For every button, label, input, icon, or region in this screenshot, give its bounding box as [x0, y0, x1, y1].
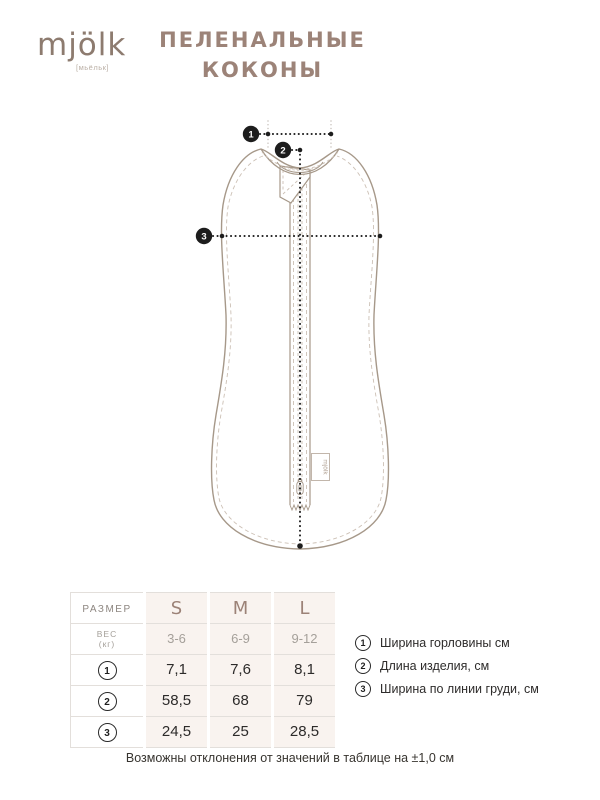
weight-value-l: 9-12: [291, 631, 318, 646]
weight-value-s: 3-6: [167, 631, 186, 646]
neck-width-s: 7,1: [166, 661, 187, 678]
legend-label-1: Ширина горловины см: [380, 636, 510, 650]
weight-value-m: 6-9: [231, 631, 250, 646]
row-marker-2: 2: [98, 692, 117, 711]
table-row-length: [71, 686, 336, 717]
length-s: 58,5: [161, 692, 192, 709]
table-row-neck-width: [71, 655, 336, 686]
size-label: РАЗМЕР: [82, 604, 132, 615]
brand-logo: mjölk: [37, 27, 127, 63]
chest-width-m: 25: [232, 723, 249, 740]
size-table: [70, 592, 335, 748]
svg-text:3: 3: [201, 231, 207, 243]
tolerance-footnote: Возможны отклонения от значений в таблице на ±1,0 см: [125, 751, 455, 765]
row-marker-3: 3: [98, 723, 117, 742]
brand-tag: [312, 454, 330, 481]
page-title-line1: ПЕЛЕНАЛЬНЫЕ: [159, 28, 366, 52]
legend-label-3: Ширина по линии груди, см: [380, 682, 539, 696]
legend-marker-1: 1: [355, 635, 371, 651]
measurement-legend: [355, 635, 539, 697]
legend-item-neck-width: [355, 635, 539, 651]
size-m-header: M: [232, 597, 249, 619]
row-marker-1: 1: [98, 661, 117, 680]
svg-text:1: 1: [248, 129, 254, 141]
chest-width-l: 28,5: [289, 723, 320, 740]
neck-width-m: 7,6: [230, 661, 251, 678]
measure-line-neck-width: [243, 126, 334, 142]
neck-width-l: 8,1: [294, 661, 315, 678]
legend-marker-2: 2: [355, 658, 371, 674]
size-s-header: S: [170, 597, 183, 619]
size-l-header: L: [299, 597, 310, 619]
chest-width-s: 24,5: [161, 723, 192, 740]
page-title-line2: КОКОНЫ: [201, 58, 324, 82]
brand-tag-label: mjölk: [321, 459, 329, 475]
legend-marker-3: 3: [355, 681, 371, 697]
legend-label-2: Длина изделия, см: [380, 659, 490, 673]
legend-item-chest-width: [355, 681, 539, 697]
legend-item-length: [355, 658, 539, 674]
weight-label: ВЕС (кг): [96, 629, 118, 649]
brand-logo-subtitle: [мьёльк]: [76, 63, 109, 72]
table-weight-row: [71, 624, 336, 655]
svg-text:2: 2: [280, 145, 286, 157]
table-row-chest-width: [71, 717, 336, 748]
table-header-row: [71, 593, 336, 624]
length-m: 68: [232, 692, 249, 709]
length-l: 79: [296, 692, 313, 709]
